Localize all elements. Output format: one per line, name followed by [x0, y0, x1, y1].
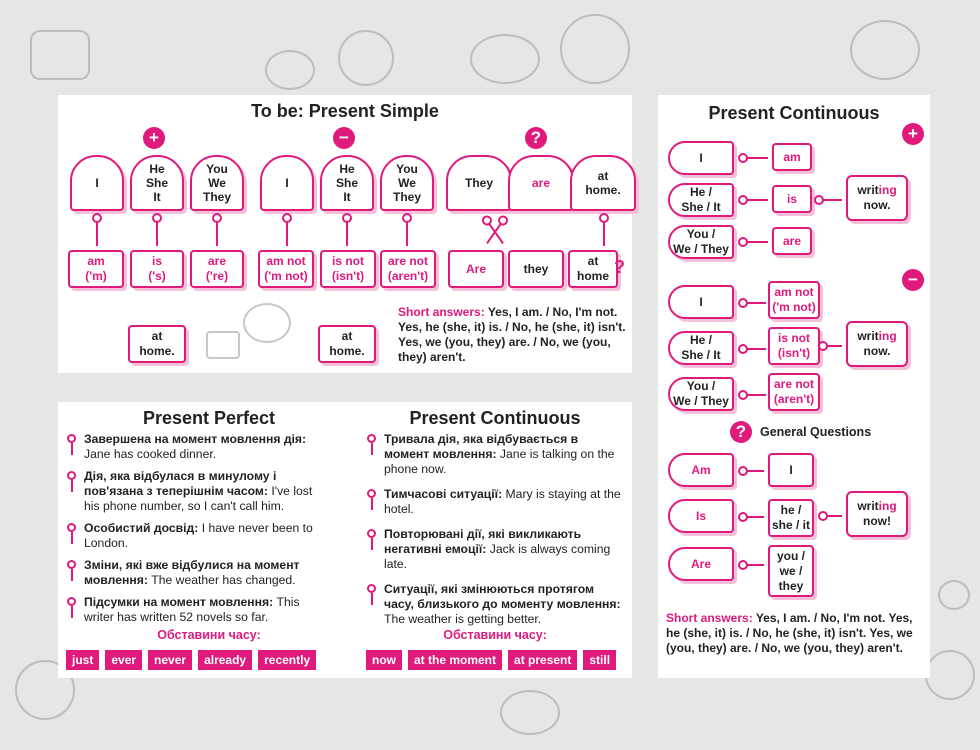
q-verb-are: Are	[668, 547, 734, 581]
present-perfect-panel	[58, 402, 360, 678]
key-icon	[67, 523, 76, 532]
tag-ever: ever	[105, 650, 142, 670]
question-icon: ?	[730, 421, 752, 443]
q-bottom-at-home: at home	[568, 250, 618, 288]
list-item: Особистий досвід: I have never been to London.	[64, 521, 326, 551]
verb-are-not: are not (aren't)	[380, 250, 436, 288]
key-icon	[744, 348, 766, 350]
q-verb-am: Am	[668, 453, 734, 487]
q-bottom-are: Are	[448, 250, 504, 288]
plus-icon: +	[143, 127, 165, 149]
teacup-teapot-icon	[206, 331, 240, 359]
panel-title: Present Perfect	[142, 408, 276, 428]
subject-you-we-they: You We They	[190, 155, 244, 211]
writing-now: writing now.	[846, 175, 908, 221]
key-icon	[744, 394, 766, 396]
verb-am: am ('m)	[68, 250, 124, 288]
short-answers	[398, 305, 628, 365]
subject-he-she-it: He She It	[130, 155, 184, 211]
neg-subject-he-she-it: He / She / It	[668, 331, 734, 365]
key-icon	[406, 218, 408, 246]
teapot-icon	[243, 303, 291, 343]
panel-title: To be: Present Simple	[251, 101, 439, 121]
general-questions-label: General Questions	[760, 425, 872, 439]
verb-are: are	[772, 227, 812, 255]
q-bottom-they: they	[508, 250, 564, 288]
key-icon	[367, 434, 376, 443]
cheshire-cat-icon	[560, 14, 630, 84]
key-icon	[824, 345, 842, 347]
question-icon: ?	[525, 127, 547, 149]
mushroom-icon	[850, 20, 920, 80]
question-mark: ?	[614, 257, 625, 277]
panel-title: Present Continuous	[409, 408, 581, 428]
q-writing-now: writing now!	[846, 491, 908, 537]
teapot-icon	[470, 34, 540, 84]
cat-face-icon	[925, 650, 975, 700]
short-answers	[666, 611, 924, 656]
continuous-items	[364, 432, 626, 634]
list-item: Підсумки на момент мовлення: This writer has written 52 novels so far.	[64, 595, 326, 625]
key-icon	[96, 218, 98, 246]
heart-icon	[938, 580, 970, 610]
key-icon	[744, 564, 764, 566]
key-icon	[744, 241, 768, 243]
key-icon	[67, 434, 76, 443]
key-icon	[67, 597, 76, 606]
q-top-at-home: at home.	[570, 155, 636, 211]
tag-at-the-moment: at the moment	[408, 650, 502, 670]
time-expressions	[66, 650, 316, 670]
tag-recently: recently	[258, 650, 316, 670]
list-item: Ситуації, які змінюються протягом часу, близького до моменту мовлення: The weather is getting better.	[364, 582, 626, 627]
subject-you-we-they: You / We / They	[668, 225, 734, 259]
q-top-they: They	[446, 155, 512, 211]
key-icon	[820, 199, 842, 201]
key-icon	[744, 302, 766, 304]
present-continuous-mid-panel	[358, 402, 632, 678]
short-answers-label: Short answers:	[666, 611, 753, 625]
q-subject-i: I	[768, 453, 814, 487]
teacup-icon	[265, 50, 315, 90]
key-icon	[367, 584, 376, 593]
list-item: Завершена на момент мовлення дія: Jane has cooked dinner.	[64, 432, 326, 462]
verb-is: is ('s)	[130, 250, 184, 288]
key-icon	[367, 489, 376, 498]
list-item: Тимчасові ситуації: Mary is staying at the hotel.	[364, 487, 626, 517]
neg-subject-i: I	[260, 155, 314, 211]
list-item: Дія, яка відбулася в минулому і пов'язана з теперішнім часом: I've lost his phone number, so I can't call him.	[64, 469, 326, 514]
q-top-are: are	[508, 155, 574, 211]
verb-is-not: is not (isn't)	[320, 250, 376, 288]
tag-now: now	[366, 650, 402, 670]
neg-subject-you-we-they: You / We / They	[668, 377, 734, 411]
clock-icon	[338, 30, 394, 86]
key-icon	[744, 199, 768, 201]
subject-he-she-it: He / She / It	[668, 183, 734, 217]
key-icon	[216, 218, 218, 246]
key-icon	[346, 218, 348, 246]
tag-never: never	[148, 650, 192, 670]
panel-title: Present Continuous	[708, 103, 880, 123]
key-icon	[824, 515, 842, 517]
key-icon	[367, 529, 376, 538]
tag-at-present: at present	[508, 650, 577, 670]
neg-subject-i: I	[668, 285, 734, 319]
minus-icon: −	[333, 127, 355, 149]
tag-still: still	[583, 650, 616, 670]
key-icon	[744, 516, 764, 518]
plus-icon: +	[902, 123, 924, 145]
key-icon	[744, 470, 764, 472]
q-verb-is: Is	[668, 499, 734, 533]
key-icon	[67, 560, 76, 569]
short-answers-text: Yes, I am. / No, I'm not. Yes, he (she, it) is. / No, he (she, it) isn't. Yes, we (you, they) are. / No, we (you, they) aren't.	[666, 611, 913, 655]
neg-writing-now: writing now.	[846, 321, 908, 367]
short-answers-text: Yes, I am. / No, I'm not. Yes, he (she, it) is. / No, he (she, it) isn't. Yes, we (you, they) are. / No, we (you, they) aren't.	[398, 305, 626, 364]
q-subject-he-she-it: he / she / it	[768, 499, 814, 537]
key-icon	[603, 218, 605, 246]
verb-are: are ('re)	[190, 250, 244, 288]
minus-icon: −	[902, 269, 924, 291]
present-simple-panel	[58, 95, 632, 373]
subject-i: I	[70, 155, 124, 211]
verb-are-not: are not (aren't)	[768, 373, 820, 411]
list-item: Повторювані дії, які викликають негативні емоції: Jack is always coming late.	[364, 527, 626, 572]
q-subject-you-we-they: you / we / they	[768, 545, 814, 597]
perfect-items	[64, 432, 326, 632]
verb-am: am	[772, 143, 812, 171]
tag-just: just	[66, 650, 99, 670]
verb-is: is	[772, 185, 812, 213]
key-icon	[744, 157, 768, 159]
verb-is-not: is not (isn't)	[768, 327, 820, 365]
time-expressions	[366, 650, 616, 670]
present-continuous-right-panel	[658, 95, 930, 678]
subject-i: I	[668, 141, 734, 175]
key-icon	[286, 218, 288, 246]
neg-place-at-home: at home.	[318, 325, 376, 363]
key-icon	[67, 471, 76, 480]
time-expressions-label: Обставини часу:	[157, 628, 261, 642]
hat-icon	[30, 30, 90, 80]
list-item: Тривала дія, яка відбувається в момент мовлення: Jane is talking on the phone now.	[364, 432, 626, 477]
short-answers-label: Short answers:	[398, 305, 485, 319]
list-item: Зміни, які вже відбулися на момент мовлення: The weather has changed.	[64, 558, 326, 588]
neg-subject-he-she-it: He She It	[320, 155, 374, 211]
teapot-bottom-icon	[500, 690, 560, 735]
verb-am-not: am not ('m not)	[258, 250, 314, 288]
neg-subject-you-we-they: You We They	[380, 155, 434, 211]
place-at-home: at home.	[128, 325, 186, 363]
key-icon	[156, 218, 158, 246]
tag-already: already	[198, 650, 252, 670]
time-expressions-label: Обставини часу:	[443, 628, 547, 642]
verb-am-not: am not ('m not)	[768, 281, 820, 319]
